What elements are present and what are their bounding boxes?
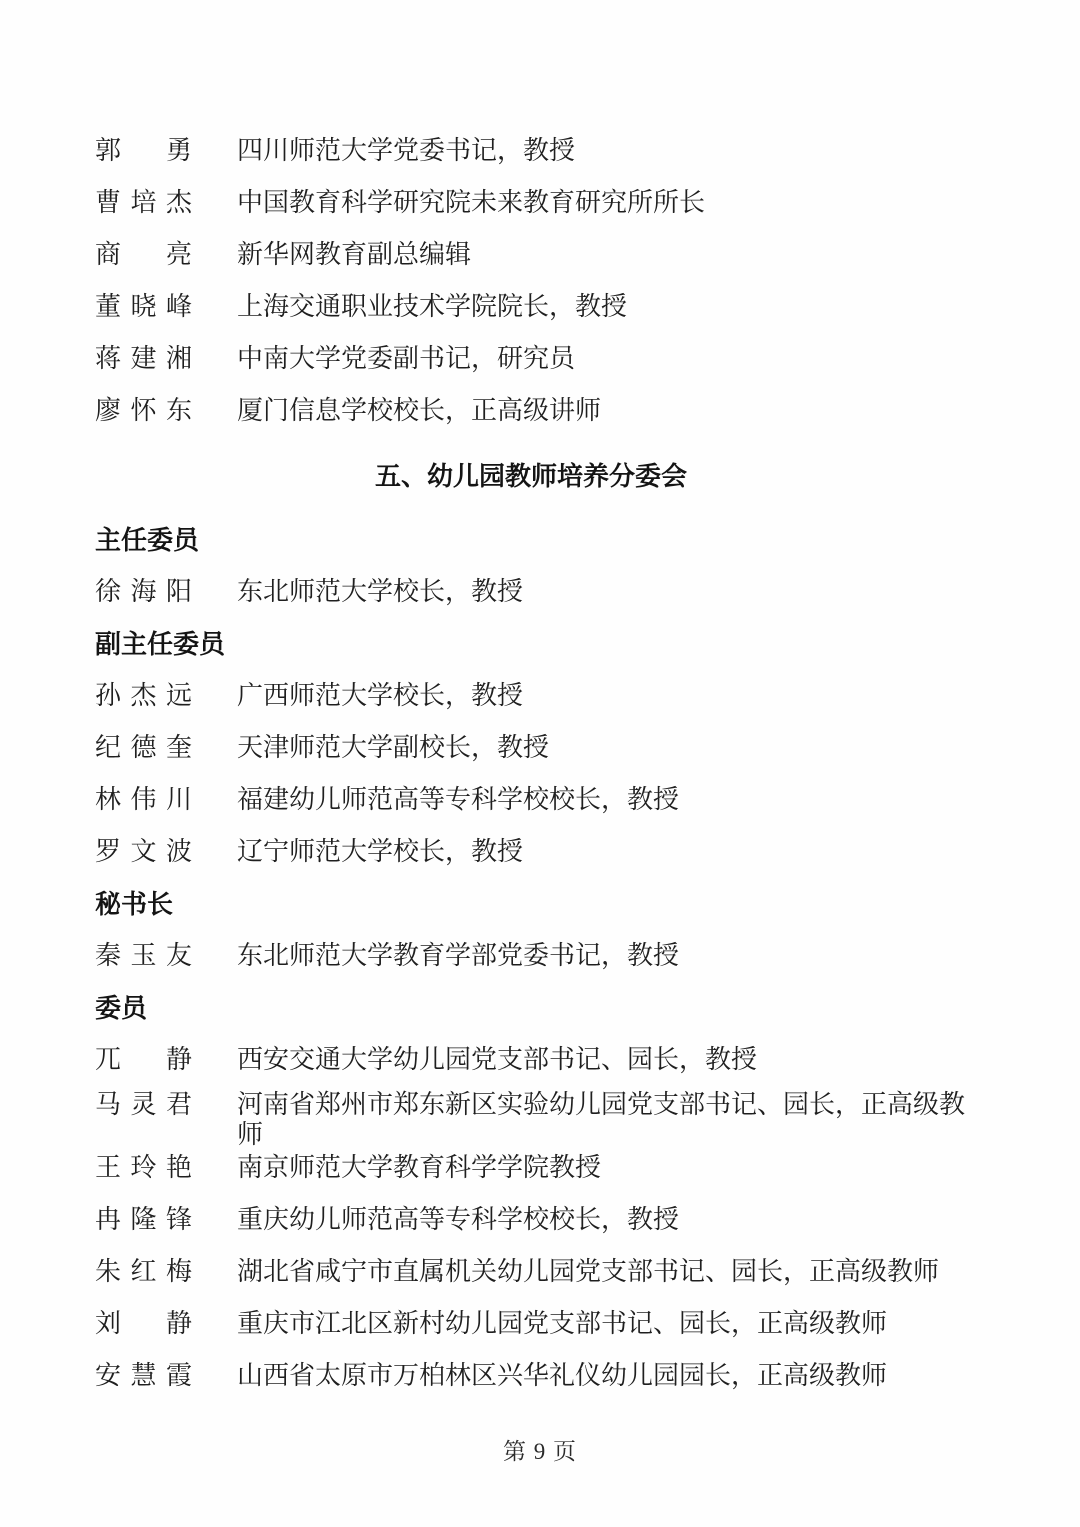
member-row [95,681,967,711]
member-row [95,837,967,867]
page-footer: 第 9 页 [503,1439,577,1464]
member-name: 兀静 [95,1045,192,1074]
member-name: 廖怀东 [95,396,192,425]
member-row [95,292,967,322]
member-row [95,240,967,270]
member-row [95,1309,967,1339]
member-name: 纪德奎 [95,733,192,762]
member-row [95,1257,967,1287]
member-row [95,577,967,607]
member-row [95,188,967,218]
subsection-label: 委员 [95,993,148,1023]
member-role: 新华网教育副总编辑 [237,240,472,269]
member-row [95,1153,967,1183]
continued-member-list [95,136,967,426]
member-name: 王玲艳 [95,1153,192,1182]
member-role: 天津师范大学副校长，教授 [237,733,550,762]
subsection-label: 主任委员 [95,525,200,555]
member-row [95,785,967,815]
member-name: 秦玉友 [95,941,192,970]
member-name: 朱红梅 [95,1257,192,1286]
subsection-label: 副主任委员 [95,629,226,659]
section-heading: 五、幼儿园教师培养分委会 [374,461,687,491]
member-role: 上海交通职业技术学院院长，教授 [237,292,628,321]
member-name: 马灵君 [95,1090,192,1119]
member-row [95,136,967,166]
member-row [95,1045,967,1075]
member-row [95,1090,967,1150]
member-role: 重庆幼儿师范高等专科学校校长，教授 [237,1205,680,1234]
member-role: 南京师范大学教育科学学院教授 [237,1153,602,1182]
member-row [95,1361,967,1391]
member-row [95,1205,967,1235]
member-role: 东北师范大学教育学部党委书记，教授 [237,941,680,970]
member-name: 郭勇 [95,136,192,165]
member-role: 四川师范大学党委书记，教授 [237,136,576,165]
member-row [95,733,967,763]
member-role: 中国教育科学研究院未来教育研究所所长 [237,188,706,217]
member-role: 东北师范大学校长，教授 [237,577,524,606]
member-role: 重庆市江北区新村幼儿园党支部书记、园长，正高级教师 [237,1309,888,1338]
subsections [95,525,967,1391]
member-name: 罗文波 [95,837,192,866]
member-role: 辽宁师范大学校长，教授 [237,837,524,866]
member-name: 徐海阳 [95,577,192,606]
member-role: 厦门信息学校校长，正高级讲师 [237,396,602,425]
member-role: 河南省郑州市郑东新区实验幼儿园党支部书记、园长，正高级教师 [237,1090,966,1149]
member-role: 湖北省咸宁市直属机关幼儿园党支部书记、园长，正高级教师 [237,1257,940,1286]
member-row [95,396,967,426]
member-role: 广西师范大学校长，教授 [237,681,524,710]
subsection-label: 秘书长 [95,889,174,919]
member-name: 林伟川 [95,785,192,814]
member-role: 福建幼儿师范高等专科学校校长，教授 [237,785,680,814]
member-name: 孙杰远 [95,681,192,710]
member-row [95,941,967,971]
member-role: 西安交通大学幼儿园党支部书记、园长，教授 [237,1045,758,1074]
member-name: 冉隆锋 [95,1205,192,1234]
member-role: 中南大学党委副书记，研究员 [237,344,576,373]
member-name: 商亮 [95,240,192,269]
member-row [95,344,967,374]
member-name: 董晓峰 [95,292,192,321]
member-role: 山西省太原市万柏林区兴华礼仪幼儿园园长，正高级教师 [237,1361,888,1390]
member-name: 刘静 [95,1309,192,1338]
member-name: 蒋建湘 [95,344,192,373]
member-name: 安慧霞 [95,1361,192,1390]
member-name: 曹培杰 [95,188,192,217]
